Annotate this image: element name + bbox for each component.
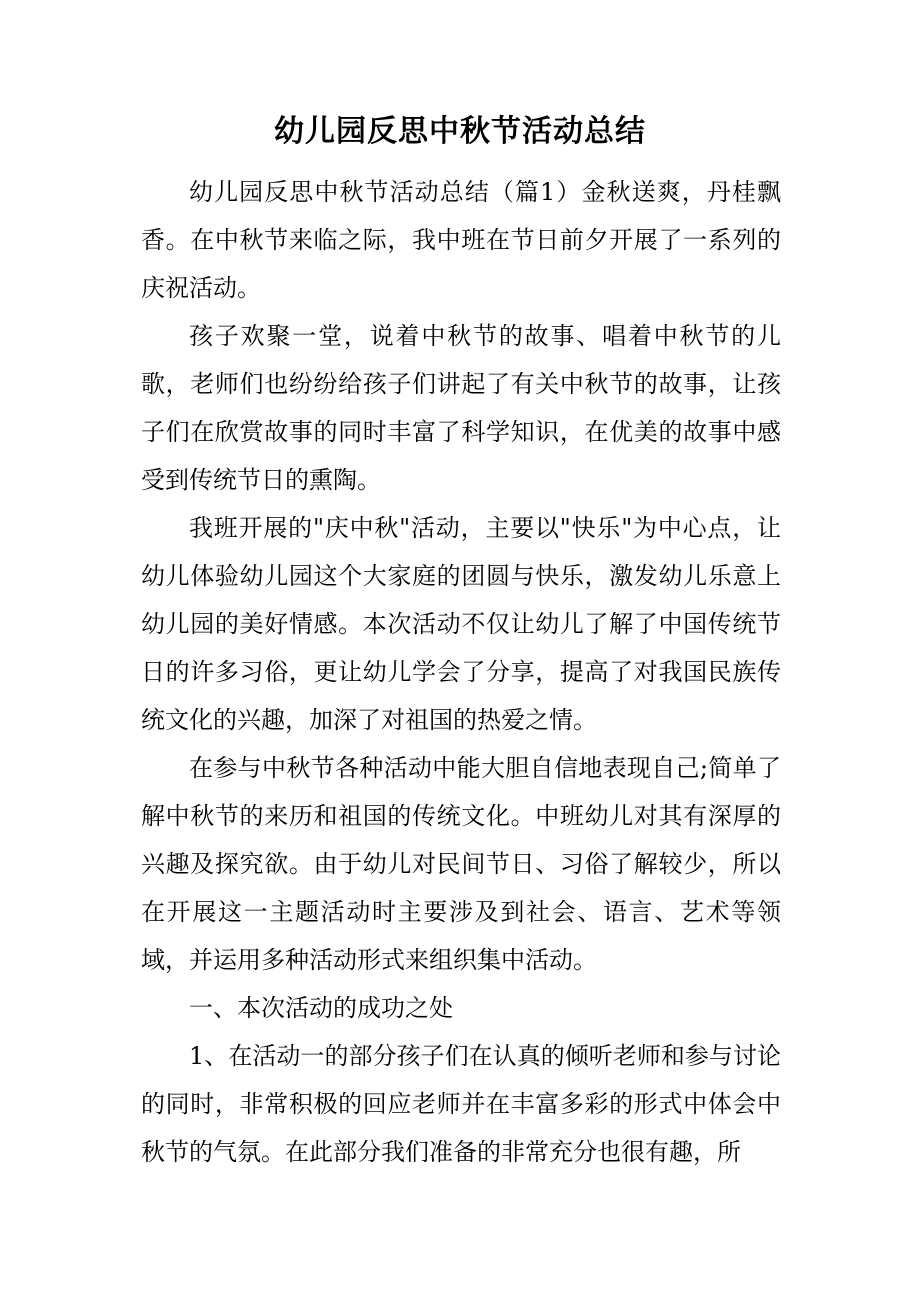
paragraph: 1、在活动一的部分孩子们在认真的倾听老师和参与讨论的同时，非常积极的回应老师并在丰富多彩的形式中体会中秋节的气氛。在此部分我们准备的非常充分也很有趣，所 — [141, 1042, 781, 1166]
paragraph: 我班开展的"庆中秋"活动，主要以"快乐"为中心点，让幼儿体验幼儿园这个大家庭的团圆与快乐，激发幼儿乐意上幼儿园的美好情感。本次活动不仅让幼儿了解了中国传统节日的许多习俗，更让幼儿学会了分享，提高了对我国民族传统文化的兴趣，加深了对祖国的热爱之情。 — [141, 514, 781, 734]
document-body — [141, 168, 781, 1176]
document-title: 幼儿园反思中秋节活动总结 — [274, 114, 646, 149]
paragraph: 幼儿园反思中秋节活动总结（篇1）金秋送爽，丹桂飘香。在中秋节来临之际，我中班在节日前夕开展了一系列的庆祝活动。 — [141, 178, 781, 302]
section-heading: 一、本次活动的成功之处 — [189, 994, 453, 1022]
paragraph: 在参与中秋节各种活动中能大胆自信地表现自己;简单了解中秋节的来历和祖国的传统文化。中班幼儿对其有深厚的兴趣及探究欲。由于幼儿对民间节日、习俗了解较少，所以在开展这一主题活动时主要涉及到社会、语言、艺术等领域，并运用多种活动形式来组织集中活动。 — [141, 754, 781, 974]
paragraph: 孩子欢聚一堂，说着中秋节的故事、唱着中秋节的儿歌，老师们也纷纷给孩子们讲起了有关中秋节的故事，让孩子们在欣赏故事的同时丰富了科学知识，在优美的故事中感受到传统节日的熏陶。 — [141, 322, 781, 494]
